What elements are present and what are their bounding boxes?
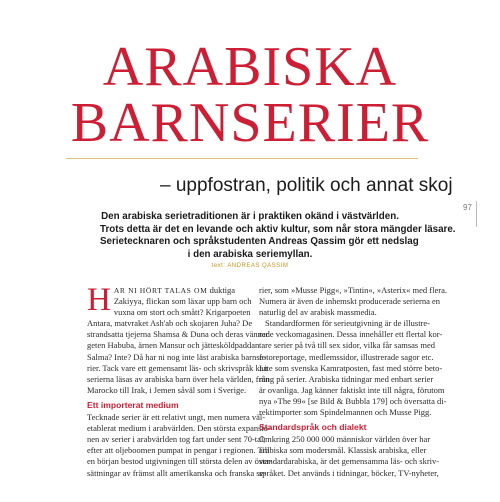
byline: text: ANDREAS QASSIM <box>211 263 289 269</box>
body-line: naturlig del av arabisk massmedia. <box>259 307 377 318</box>
body-line: serierna läsas av arabiska barn över hela världen, från <box>87 373 270 384</box>
body-line: arabiska som modersmål. Klassisk arabiska, eller <box>259 445 427 456</box>
body-line: Zakiyya, flickan som läxar upp barn och <box>113 296 252 307</box>
body-line: geten Habuba, ärnen Mansur och jättesköldpaddan <box>87 340 260 351</box>
body-line: Lite som svenska Kamratposten, fast med större beto- <box>259 362 443 373</box>
body-line: språket. Det används i tidningar, böcker, TV-nyheter, <box>259 467 439 478</box>
body-line: är ovanliga. Jag känner faktiskt inte till några, förutom <box>259 384 445 395</box>
body-line: Marocko till Irak, i Jemen såväl som i Sverige. <box>87 384 247 395</box>
body-line: Tecknade serier är ett relativt ungt, men numera väl- <box>87 412 266 423</box>
lead-line: Serietecknaren och språkstudenten Andreas Qassim gör ett nedslag <box>100 236 419 247</box>
section-heading: Ett importerat medium <box>87 399 179 410</box>
body-line: fotoreportage, medlemssidor, illustrerade sagor etc. <box>259 351 434 362</box>
intro-paragraph <box>87 282 270 396</box>
body-line: rade veckomagasinen. Dessa innehåller ett flertal kor- <box>259 329 443 340</box>
page-number-rule <box>476 201 477 227</box>
body-line: strandsatta tjejerna Shamsa & Duna och deras vänner <box>87 329 269 340</box>
body-line: sättningar av främst allt amerikanska och franska se- <box>87 467 267 478</box>
lead-line: Den arabiska serietraditionen är i praktiken okänd i västvärlden. <box>101 211 399 222</box>
body-paragraph <box>87 412 273 479</box>
article-lead <box>100 211 456 261</box>
body-line: en början bestod utgivningen till största delen av över- <box>87 456 273 467</box>
body-line: Salma? Inte? Då har ni nog inte läst arabiska barnse- <box>87 351 267 362</box>
body-line: etablerat medium i arabvärlden. Den största expansio- <box>87 423 271 434</box>
title-divider <box>66 158 418 159</box>
article-title-line-2: BARNSERIER <box>70 92 430 154</box>
body-paragraph <box>259 285 447 318</box>
page-number: 97 <box>463 203 472 212</box>
article-title-line-1: ARABISKA <box>102 36 398 98</box>
body-line: efter att oljeboomen pumpat in pengar i regionen. Till <box>87 445 270 456</box>
body-line: rier. Tack vare ett gemensamt läs- och skrivspråk kan <box>87 362 268 373</box>
body-line: Antara, matvraket Ash'ab och skojaren Juha? De <box>87 318 253 329</box>
section-heading: Standardspråk och dialekt <box>259 422 367 433</box>
body-line: Standardformen för serieutgivning är de illustre- <box>265 318 430 329</box>
body-column-left <box>87 282 273 479</box>
body-paragraph <box>259 318 447 418</box>
intro-smallcaps: AR NI HÖRT TALAS OM <box>113 286 208 295</box>
intro-rest: duktiga <box>209 285 236 295</box>
body-paragraph <box>259 434 440 478</box>
article-subtitle: – uppfostran, politik och annat skoj <box>160 175 453 196</box>
body-line: vuxna om stort och smått? Krigarpoeten <box>113 307 251 318</box>
body-line: rier, som »Musse Pigg«, »Tintin«, »Asterix« med flera. <box>259 285 447 295</box>
body-column-right <box>259 285 447 479</box>
body-line: nen av serier i arabvärlden tog fart under sent 70-tal, <box>87 434 266 445</box>
body-line: rektimporter som Spindelmannen och Musse Pigg. <box>259 407 432 418</box>
body-line: nya »The 99« [se Bild & Bubbla 179] och översatta di- <box>259 395 447 406</box>
body-line: ning på serier. Arabiska tidningar med enbart serier <box>259 373 434 384</box>
body-line: tare serier på två till sex sidor, vilka får samsas med <box>259 340 435 351</box>
body-line: Numera är även de inhemskt producerade serierna en <box>259 296 441 307</box>
body-line: Omkring 250 000 000 människor världen över har <box>259 434 431 445</box>
lead-line: i den arabiska seriemyllan. <box>187 248 313 260</box>
drop-cap: H <box>87 282 111 318</box>
body-line: standardarabiska, är det gemensamma läs- och skriv- <box>259 456 440 467</box>
lead-line: Trots detta är det en levande och aktiv kultur, som når stora mängder läsare. <box>100 223 456 235</box>
